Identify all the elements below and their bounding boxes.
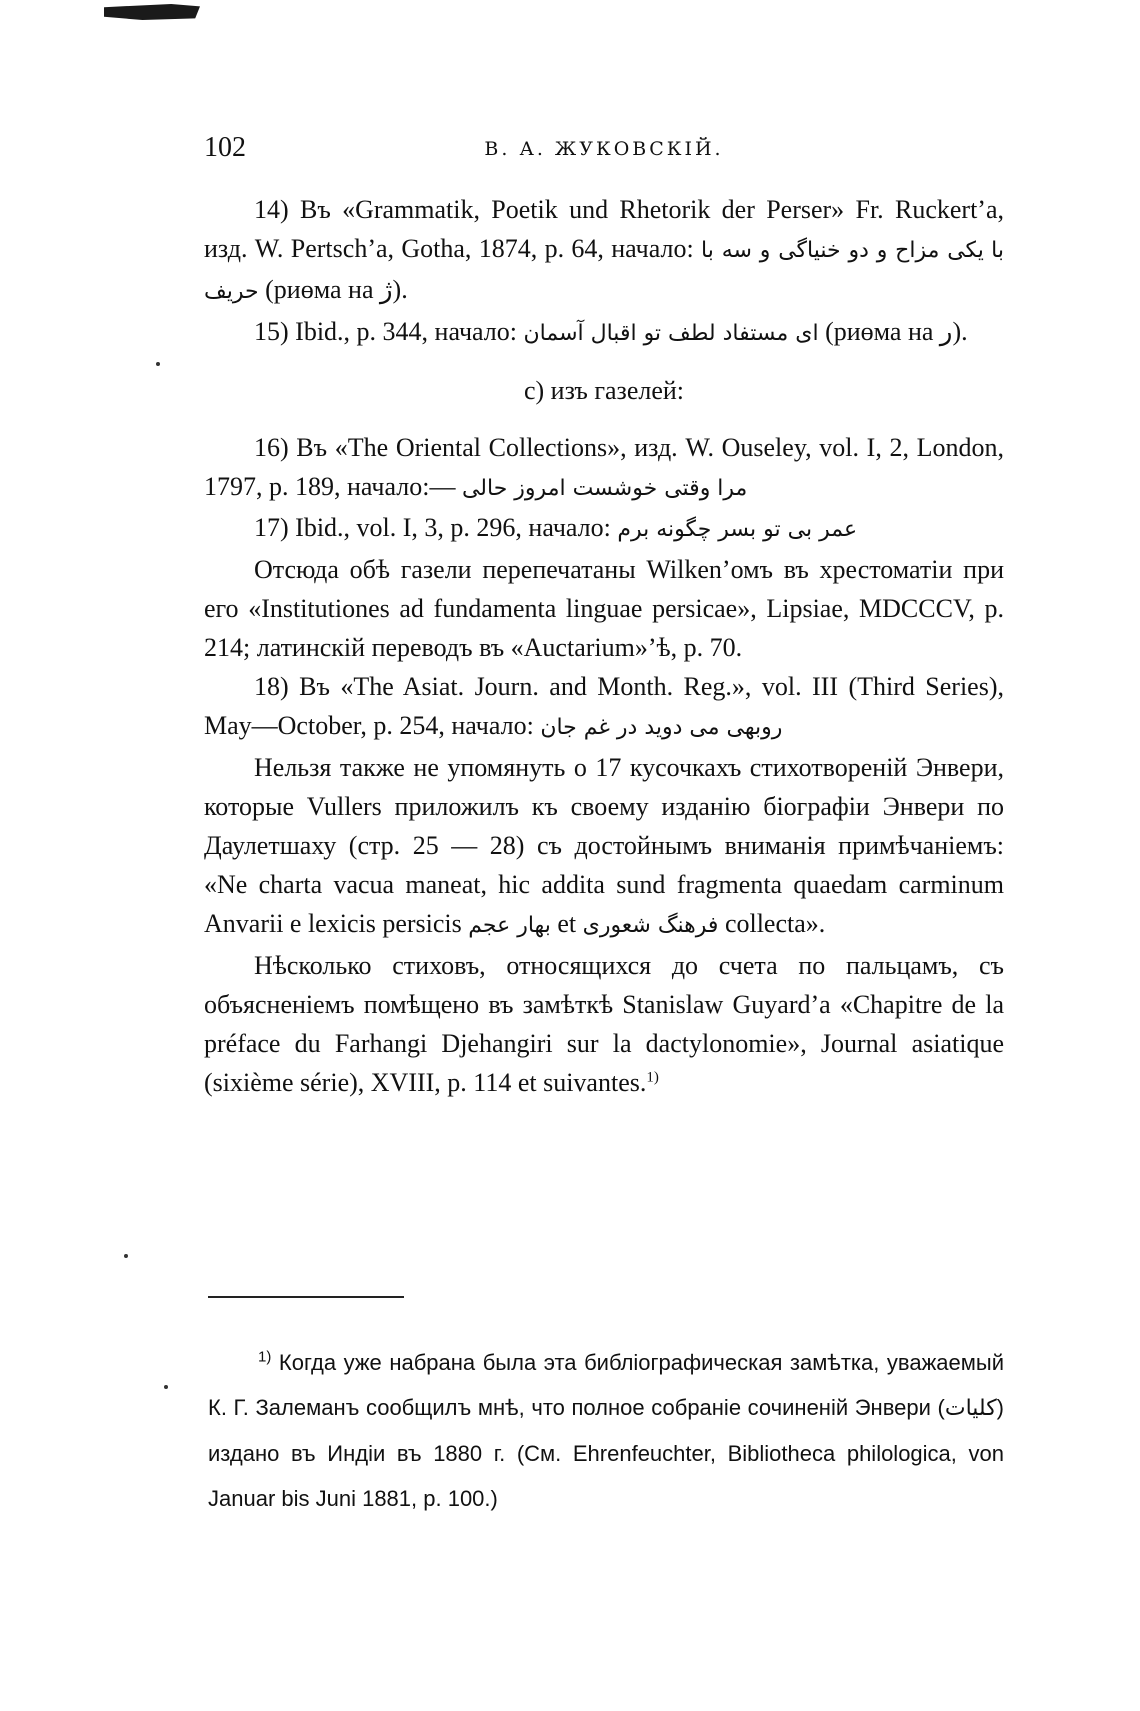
entry-16-arabic-verse: مرا وقتی خوشست امروز حالی (461, 476, 748, 502)
guyard-text: Нѣсколько стиховъ, относящихся до счета по пальцамъ, съ объясненіемъ помѣщено въ замѣткѣ Stanislaw Guyard’a «Chapitre de la préface du Farhangi Djehangiri sur la dactylonomie», Journal asiatique (sixième série), XVIII, p. 114 et suivantes. (204, 950, 1004, 1098)
vullers-text-end: collecta». (724, 909, 826, 939)
entry-17-text: 17) Ibid., vol. I, 3, p. 296, начало: (254, 513, 611, 543)
entry-16-text: 16) Въ «The Oriental Collections», изд. W. Ouseley, vol. I, 2, London, 1797, p. 189, начало:— (204, 433, 1004, 502)
scan-speck (124, 1254, 128, 1258)
footnote (208, 1340, 1004, 1521)
page-number: 102 (204, 132, 246, 163)
footnote-marker: 1) (258, 1348, 272, 1366)
vullers-et: et (557, 909, 577, 939)
entry-17 (204, 508, 1004, 549)
page-header (204, 132, 1004, 172)
farhang-shuuri-title: فرهنگ شعوری (582, 913, 719, 939)
scan-artifact (104, 4, 200, 20)
footnote-divider (208, 1296, 404, 1298)
entry-14-arabic-verse: یکی مزاح و دو خنیاگی و سه با حریف (204, 238, 984, 305)
footnote-reference: 1) (646, 1069, 659, 1086)
vullers-paragraph (204, 748, 1004, 946)
guyard-paragraph (204, 946, 1004, 1103)
scan-speck (164, 1385, 168, 1389)
entry-18 (204, 667, 1004, 747)
section-c-label: c) изъ газелей: (523, 375, 685, 405)
body-text (204, 190, 1004, 1102)
entry-17-note: Отсюда обѣ газели перепечатаны Wilken’омъ въ хрестоматіи при его «Institutiones ad fundamenta linguae persicae», Lipsiae, MDCCCV, p. 214; латинскій переводъ въ «Auctarium»’ѣ, p. 70. (204, 554, 1004, 663)
entry-15 (204, 312, 1004, 353)
running-head: В. А. ЖУКОВСКІЙ. (484, 138, 724, 160)
footnote-paragraph (208, 1340, 1004, 1521)
entry-14 (204, 190, 1004, 312)
entry-18-arabic-verse: روبهی می دوید در غم جان (540, 715, 783, 741)
entry-18-text: 18) Въ «The Asiat. Journ. and Month. Reg.», vol. III (Third Series), May—October, p. 254, начало: (204, 672, 1004, 741)
entry-16 (204, 428, 1004, 508)
entry-14-arabic-start: با (991, 238, 1004, 264)
footnote-text-start: Когда уже набрана была эта библіографическая замѣтка, уважаемый К. Г. Залеманъ сообщилъ мнѣ, что полное собраніе сочиненій Энвери ( (208, 1350, 1004, 1420)
vullers-text: Нельзя также не упомянуть о 17 кусочкахъ стихотвореній Энвери, которые Vullers приложилъ къ своему изданію біографіи Энвери по Даулетшаху (стр. 25 — 28) съ достойнымъ вниманія примѣчаніемъ: «Ne charta vacua maneat, hic addita sund fragmenta quaedam carminum Anvarii e lexicis persicis (204, 752, 1004, 939)
entry-14-text: 14) Въ «Grammatik, Poetik und Rhetorik der Perser» Fr. Ruckert’a, изд. W. Pertsch’a, Gotha, 1874, p. 64, начало: (204, 195, 1004, 264)
entry-15-text: 15) Ibid., p. 344, начало: (254, 316, 517, 346)
scan-speck (156, 362, 160, 366)
footnote-text-end: ) издано въ Индіи въ 1880 г. (См. Ehrenfeuchter, Bibliotheca philologica, von Januar bis Juni 1881, p. 100.) (208, 1395, 1004, 1511)
section-heading-c (204, 353, 1004, 428)
entry-15-rhyme: (риөма на ر). (825, 316, 968, 346)
entry-14-rhyme: (риөма на ژ). (265, 275, 408, 305)
entry-17-arabic-verse: عمر بی تو بسر چگونه برم (617, 517, 858, 543)
entry-15-arabic-verse: ای مستفاد لطف تو اقبال آسمان (523, 320, 819, 346)
bahar-ajam-title: بهار عجم (468, 913, 551, 939)
footnote-arabic-kulliyat: کلیات (944, 1396, 997, 1421)
